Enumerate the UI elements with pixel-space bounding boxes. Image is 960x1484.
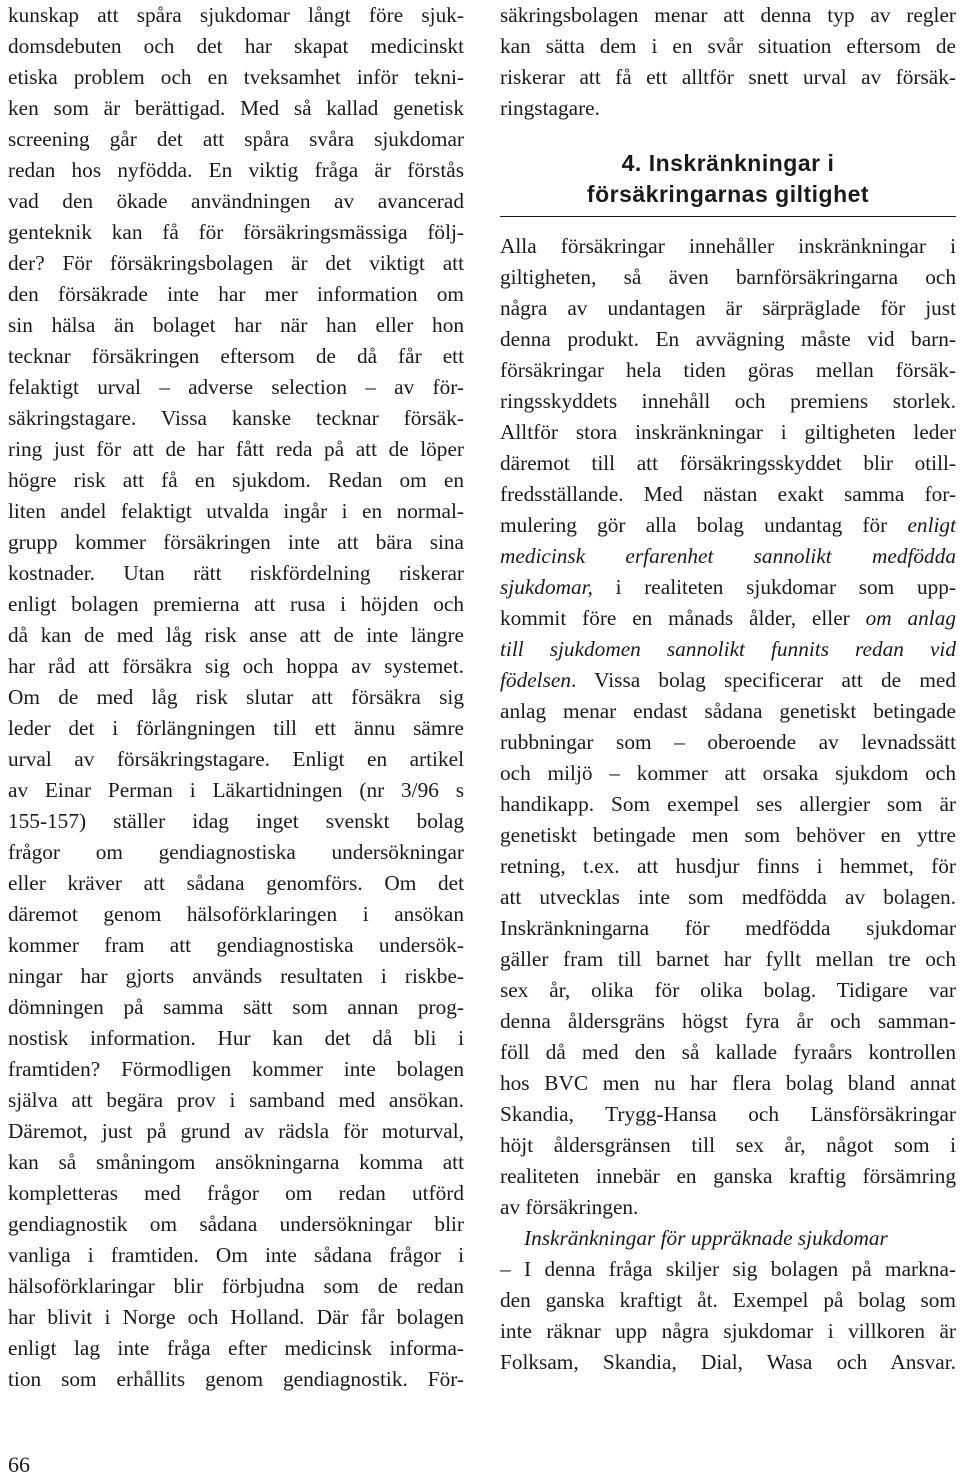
text-line: enligt lag inte fråga efter medicinsk informa- [8, 1336, 464, 1360]
text-line: den försäkrade inte har mer information om [8, 282, 464, 306]
section-heading [500, 148, 956, 217]
text-line: däremot genom hälsoförklaringen i ansökan [8, 902, 464, 926]
text-line: screening går det att spåra svåra sjukdomar [8, 127, 464, 151]
text-line: ringsskyddets innehåll och premiens storlek. [500, 389, 956, 413]
text-line: genetiskt betingade men som behöver en yttre [500, 823, 956, 847]
italic-span: födelsen [500, 668, 571, 692]
text-line: Däremot, just på grund av rädsla för moturval, [8, 1119, 464, 1143]
text-line: framtiden? Förmodligen kommer inte bolagen [8, 1057, 464, 1081]
text-line: hälsoförklaringar blir förbjudna som de redan [8, 1274, 464, 1298]
section-body [500, 231, 956, 510]
right-column [500, 0, 956, 1378]
text-line: eller kräver att sådana genomförs. Om det [8, 871, 464, 895]
text-line: gendiagnostik om sådana undersökningar blir [8, 1212, 464, 1236]
text-line: sin hälsa än bolaget har när han eller hon [8, 313, 464, 337]
text-line: och miljö – kommer att orsaka sjukdom och [500, 761, 956, 785]
text-line: ring just för att de har fått reda på att de löper [8, 437, 464, 461]
italic-span: enligt [907, 513, 956, 537]
italic-span: sjukdomar, [500, 575, 593, 599]
text-line: den ganska kraftigt åt. Exempel på bolag som [500, 1288, 956, 1312]
text-line: vad den ökade användningen av avancerad [8, 189, 464, 213]
text-line: urval av försäkringstagare. Enligt en artikel [8, 747, 464, 771]
text-line: inte räknar upp några sjukdomar i villkoren är [500, 1319, 956, 1343]
text-line: vanliga i framtiden. Om inte sådana frågor i [8, 1243, 464, 1267]
italic-line: medicinsk erfarenhet sannolikt medfödda [500, 544, 956, 568]
text-line: giltigheten, så även barnförsäkringarna och [500, 265, 956, 289]
text-line: frågor om gendiagnostiska undersökningar [8, 840, 464, 864]
text-line: fredsställande. Med nästan exakt samma for- [500, 482, 956, 506]
text-line: enligt bolagen premierna att rusa i höjden och [8, 592, 464, 616]
text-line: der? För försäkringsbolagen är det viktigt att [8, 251, 464, 275]
text-line: då kan de med låg risk anse att de inte längre [8, 623, 464, 647]
text-span: . Vissa bolag specificerar att de med [570, 668, 956, 692]
heading-line: försäkringarnas giltighet [586, 181, 870, 207]
text-span: i realiteten sjukdomar som upp- [592, 575, 956, 599]
text-line: rubbningar som – oberoende av levnadssätt [500, 730, 956, 754]
page-number: 66 [8, 1452, 30, 1477]
italic-line: till sjukdomen sannolikt funnits redan vid [500, 637, 956, 661]
text-line: tion som erhållits genom gendiagnostik. För- [8, 1367, 464, 1391]
text-line: höjt åldersgränsen till sex år, något som i [500, 1133, 956, 1157]
intro-paragraph [500, 0, 956, 124]
text-line: däremot till att försäkringsskyddet blir otill- [500, 451, 956, 475]
text-line: grupp kommer försäkringen inte att bära sina [8, 530, 464, 554]
text-line: några av undantagen är särpräglade för just [500, 296, 956, 320]
text-line: anlag menar endast sådana genetiskt betingade [500, 699, 956, 723]
text-line [500, 603, 956, 634]
left-column [8, 0, 464, 1395]
text-line: etiska problem och en tveksamhet inför tekni- [8, 65, 464, 89]
text-line: liten andel felaktigt utvalda ingår i en normal- [8, 499, 464, 523]
text-line: riskerar att få ett alltför snett urval av försäk- [500, 65, 956, 89]
text-line: retning, t.ex. att husdjur finns i hemmet, för [500, 854, 956, 878]
subheading: Inskränkningar för uppräknade sjukdomar [524, 1226, 888, 1250]
text-line: Folksam, Skandia, Dial, Wasa och Ansvar. [500, 1350, 956, 1374]
text-line: kostnader. Utan rätt riskfördelning riskerar [8, 561, 464, 585]
text-line: föll då med den så kallade fyraårs kontrollen [500, 1040, 956, 1064]
subsection-body [500, 1254, 956, 1347]
text-line: Skandia, Trygg-Hansa och Länsförsäkringar [500, 1102, 956, 1126]
text-line: ken som är berättigad. Med så kallad genetisk [8, 96, 464, 120]
text-line: av Einar Perman i Läkartidningen (nr 3/96 s [8, 778, 464, 802]
text-line: leder det i förlängningen till ett ännu sämre [8, 716, 464, 740]
text-line: denna produkt. En avvägning måste vid barn- [500, 327, 956, 351]
text-line: Alltför stora inskränkningar i giltigheten leder [500, 420, 956, 444]
text-line: att utvecklas inte som medfödda av bolagen. [500, 885, 956, 909]
text-line: gäller fram till barnet har fyllt mellan tre och [500, 947, 956, 971]
text-line: 155-157) ställer idag inget svenskt bolag [8, 809, 464, 833]
text-line: har blivit i Norge och Holland. Där får bolagen [8, 1305, 464, 1329]
text-line: felaktigt urval – adverse selection – av för- [8, 375, 464, 399]
text-line [500, 665, 956, 696]
section-body-continued [500, 696, 956, 1223]
text-line: dömningen på samma sätt som annan prog- [8, 995, 464, 1019]
text-line: säkringsbolagen menar att denna typ av regler [500, 3, 956, 27]
text-line: nostisk information. Hur kan det då bli i [8, 1026, 464, 1050]
text-line: har råd att försäkra sig och hoppa av systemet. [8, 654, 464, 678]
text-line: kan så småningom ansökningarna komma att [8, 1150, 464, 1174]
text-line [500, 510, 956, 541]
text-line: säkringstagare. Vissa kanske tecknar försäk- [8, 406, 464, 430]
text-line: domsdebuten och det har skapat medicinskt [8, 34, 464, 58]
text-line: kommer fram att gendiagnostiska undersök- [8, 933, 464, 957]
italic-span: om anlag [865, 606, 956, 630]
text-line: Om de med låg risk slutar att försäkra sig [8, 685, 464, 709]
text-line: realiteten innebär en ganska kraftig försämring [500, 1164, 956, 1188]
text-line: försäkringar hela tiden göras mellan försäk- [500, 358, 956, 382]
text-line: sex år, olika för olika bolag. Tidigare var [500, 978, 956, 1002]
text-line: av försäkringen. [500, 1195, 639, 1219]
heading-line: 4. Inskränkningar i [621, 150, 835, 176]
text-line: handikapp. Som exempel ses allergier som är [500, 792, 956, 816]
text-line: själva att begära prov i samband med ansökan. [8, 1088, 464, 1112]
text-line [500, 572, 956, 603]
text-line: högre risk att få en sjukdom. Redan om en [8, 468, 464, 492]
text-line: – I denna fråga skiljer sig bolagen på markna- [500, 1257, 956, 1281]
text-line: kan sätta dem i en svår situation eftersom de [500, 34, 956, 58]
text-line: genteknik kan få för försäkringsmässiga följ- [8, 220, 464, 244]
text-line: tecknar försäkringen eftersom de då får ett [8, 344, 464, 368]
text-span: mulering gör alla bolag undantag för [500, 513, 908, 537]
text-line: kunskap att spåra sjukdomar långt före sjuk- [8, 3, 464, 27]
text-line: ringstagare. [500, 96, 600, 120]
text-line: redan hos nyfödda. En viktig fråga är förstås [8, 158, 464, 182]
text-span: kommit före en månads ålder, eller [500, 606, 866, 630]
text-line: ningar har gjorts används resultaten i riskbe- [8, 964, 464, 988]
text-line: Alla försäkringar innehåller inskränkningar i [500, 234, 956, 258]
text-line: kompletteras med frågor om redan utförd [8, 1181, 464, 1205]
text-line: hos BVC men nu har flera bolag bland annat [500, 1071, 956, 1095]
text-line: denna åldersgräns högst fyra år och samman- [500, 1009, 956, 1033]
text-line: Inskränkningarna för medfödda sjukdomar [500, 916, 956, 940]
